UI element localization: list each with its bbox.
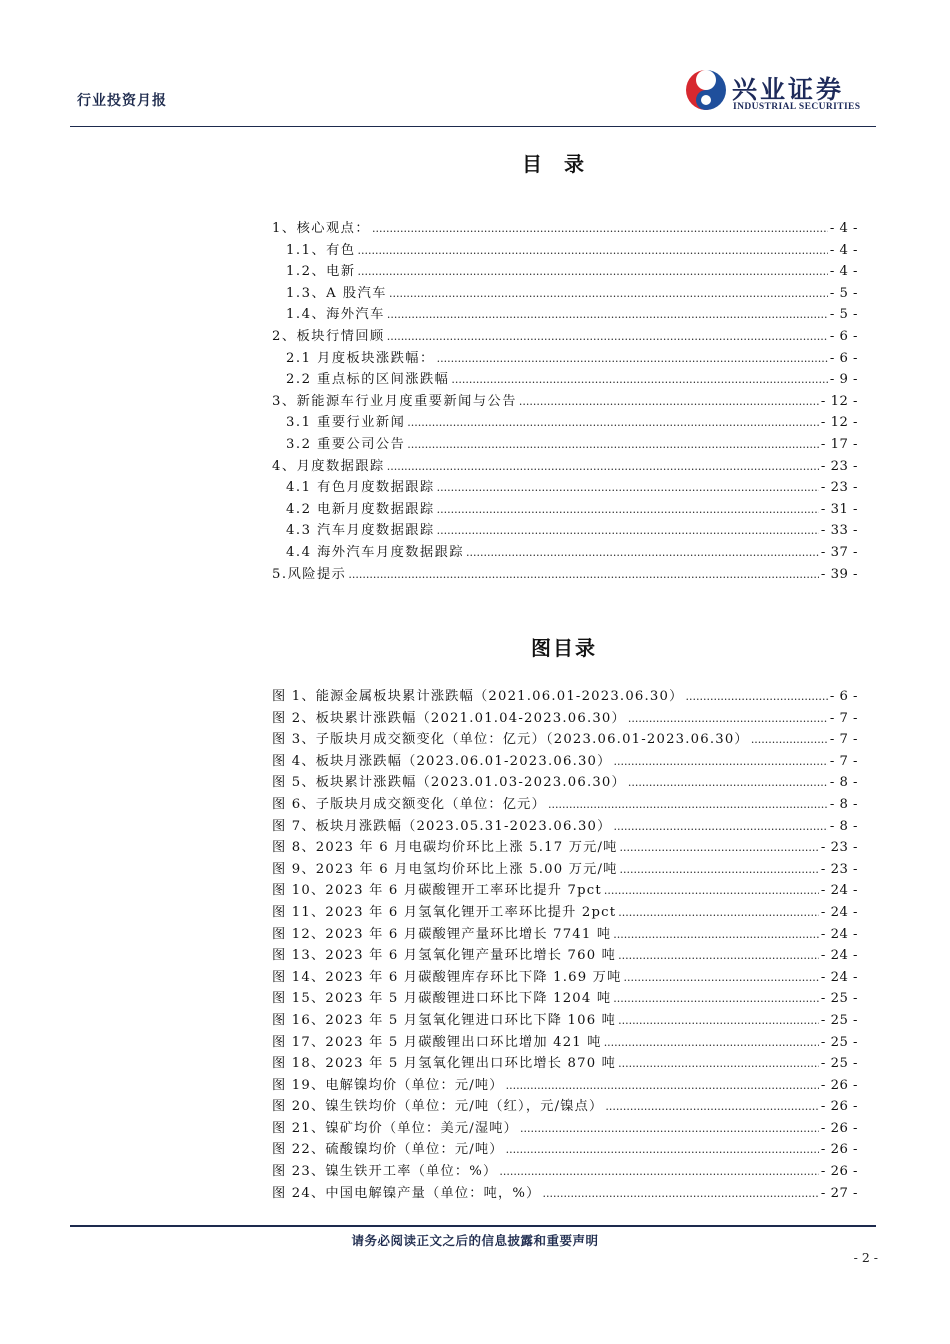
- dot-leader: [358, 261, 828, 283]
- logo-mark-icon: [684, 68, 728, 112]
- dot-leader: [506, 1139, 819, 1161]
- figure-entry-page: - 24 -: [820, 883, 858, 899]
- figure-entry-page: - 24 -: [820, 948, 858, 964]
- figure-entry[interactable]: [272, 1053, 858, 1075]
- figure-entry-page: - 23 -: [820, 840, 858, 856]
- figure-entry-label: 图 14、2023 年 6 月碳酸锂库存环比下降 1.69 万吨: [272, 969, 622, 985]
- figure-entry[interactable]: [272, 1075, 858, 1097]
- figure-entry[interactable]: [272, 1096, 858, 1118]
- toc-entry-page: - 4 -: [829, 264, 858, 280]
- figure-entry[interactable]: [272, 1161, 858, 1183]
- dot-leader: [520, 1118, 819, 1140]
- toc-entry[interactable]: [272, 499, 858, 521]
- figure-entry-label: 图 13、2023 年 6 月氢氧化锂产量环比增长 760 吨: [272, 948, 617, 964]
- figure-entry-label: 图 20、镍生铁均价（单位：元/吨（红），元/镍点）: [272, 1099, 604, 1115]
- toc-entry-page: - 31 -: [820, 501, 858, 517]
- figure-entry[interactable]: [272, 686, 858, 708]
- figure-entry[interactable]: [272, 708, 858, 730]
- figure-entry-page: - 25 -: [820, 1034, 858, 1050]
- dot-leader: [614, 816, 828, 838]
- figure-entry-label: 图 8、2023 年 6 月电碳均价环比上涨 5.17 万元/吨: [272, 840, 618, 856]
- toc-title: 目录: [522, 152, 606, 176]
- dot-leader: [605, 1096, 819, 1118]
- figure-entry[interactable]: [272, 729, 858, 751]
- dot-leader: [358, 240, 828, 262]
- dot-leader: [618, 945, 819, 967]
- figure-entry-label: 图 17、2023 年 5 月碳酸锂出口环比增加 421 吨: [272, 1034, 602, 1050]
- dot-leader: [620, 859, 819, 881]
- toc-entry-label: 3.1 重要行业新闻: [286, 415, 406, 431]
- dot-leader: [451, 369, 827, 391]
- toc-entry[interactable]: [272, 456, 858, 478]
- logo-english-name: INDUSTRIAL SECURITIES: [733, 102, 861, 112]
- toc-entry-page: - 12 -: [820, 393, 858, 409]
- toc-entry-page: - 39 -: [820, 566, 858, 582]
- figure-entry[interactable]: [272, 751, 858, 773]
- figure-entry-label: 图 15、2023 年 5 月碳酸锂进口环比下降 1204 吨: [272, 991, 612, 1007]
- figure-entry[interactable]: [272, 924, 858, 946]
- toc-entry-label: 5.风险提示: [272, 566, 347, 582]
- toc-entry[interactable]: [272, 348, 858, 370]
- dot-leader: [407, 434, 819, 456]
- toc-entry-page: - 5 -: [829, 285, 858, 301]
- figure-entry-page: - 25 -: [820, 991, 858, 1007]
- dot-leader: [348, 564, 819, 586]
- dot-leader: [618, 1053, 819, 1075]
- figure-entry-page: - 7 -: [829, 753, 858, 769]
- figure-entry-page: - 23 -: [820, 861, 858, 877]
- footer-disclaimer: 请务必阅读正文之后的信息披露和重要声明: [351, 1233, 599, 1248]
- toc-entry-label: 2.2 重点标的区间涨跌幅: [286, 372, 450, 388]
- toc-entry[interactable]: [272, 283, 858, 305]
- figure-entry-label: 图 19、电解镍均价（单位：元/吨）: [272, 1077, 504, 1093]
- toc-entry[interactable]: [272, 369, 858, 391]
- figure-entry-label: 图 2、板块累计涨跌幅（2021.01.04-2023.06.30）: [272, 710, 626, 726]
- dot-leader: [372, 218, 828, 240]
- figure-entry-label: 图 22、硫酸镍均价（单位：元/吨）: [272, 1142, 504, 1158]
- dot-leader: [506, 1075, 819, 1097]
- toc-entry[interactable]: [272, 218, 858, 240]
- figure-entry-page: - 26 -: [820, 1077, 858, 1093]
- toc-entry-page: - 4 -: [829, 242, 858, 258]
- toc-entry-label: 2、板块行情回顾: [272, 328, 385, 344]
- figure-entry-label: 图 21、镍矿均价（单位：美元/湿吨）: [272, 1120, 519, 1136]
- toc-entry[interactable]: [272, 520, 858, 542]
- figure-entry[interactable]: [272, 945, 858, 967]
- toc-entry-label: 3.2 重要公司公告: [286, 436, 406, 452]
- figure-entry-page: - 7 -: [829, 710, 858, 726]
- toc-entry[interactable]: [272, 564, 858, 586]
- figure-entry-page: - 27 -: [820, 1185, 858, 1201]
- toc-entry-page: - 6 -: [829, 350, 858, 366]
- dot-leader: [613, 924, 819, 946]
- figure-entry[interactable]: [272, 1118, 858, 1140]
- figure-entry[interactable]: [272, 794, 858, 816]
- dot-leader: [437, 499, 819, 521]
- figure-entry-page: - 6 -: [829, 689, 858, 704]
- figure-entry-page: - 26 -: [820, 1142, 858, 1158]
- dot-leader: [387, 456, 819, 478]
- toc-entry-label: 4、月度数据跟踪: [272, 458, 385, 474]
- toc-entry-page: - 6 -: [829, 328, 858, 344]
- figure-list-title: 图目录: [531, 636, 597, 660]
- dot-leader: [618, 902, 819, 924]
- company-logo: [684, 66, 880, 116]
- dot-leader: [613, 988, 819, 1010]
- toc-entry-page: - 23 -: [820, 458, 858, 474]
- figure-entry-label: 图 7、板块月涨跌幅（2023.05.31-2023.06.30）: [272, 818, 612, 834]
- toc-entry-label: 4.4 海外汽车月度数据跟踪: [286, 544, 465, 560]
- toc-entry[interactable]: [272, 542, 858, 564]
- dot-leader: [437, 477, 819, 499]
- figure-entry-page: - 7 -: [829, 732, 858, 748]
- figure-entry[interactable]: [272, 1139, 858, 1161]
- toc-list: [272, 218, 858, 585]
- figure-entry[interactable]: [272, 1010, 858, 1032]
- figure-entry-label: 图 3、子版块月成交额变化（单位：亿元）（2023.06.01-2023.06.30）: [272, 732, 749, 748]
- dot-leader: [387, 326, 828, 348]
- figure-entry-label: 图 11、2023 年 6 月氢氧化锂开工率环比提升 2pct: [272, 904, 617, 920]
- figure-entry-page: - 26 -: [820, 1164, 858, 1180]
- toc-entry[interactable]: [272, 477, 858, 499]
- figure-entry-page: - 26 -: [820, 1099, 858, 1115]
- figure-entry-page: - 24 -: [820, 926, 858, 942]
- figure-entry-label: 图 9、2023 年 6 月电氢均价环比上涨 5.00 万元/吨: [272, 861, 618, 877]
- toc-entry-page: - 33 -: [820, 523, 858, 539]
- dot-leader: [389, 283, 828, 305]
- figure-entry[interactable]: [272, 859, 858, 881]
- dot-leader: [628, 708, 828, 730]
- toc-entry[interactable]: [272, 240, 858, 262]
- dot-leader: [618, 1010, 819, 1032]
- toc-entry-label: 1.4、海外汽车: [286, 307, 385, 323]
- dot-leader: [543, 1183, 819, 1205]
- dot-leader: [614, 751, 828, 773]
- toc-entry-page: - 4 -: [829, 221, 858, 236]
- toc-entry-label: 2.1 月度板块涨跌幅：: [286, 350, 435, 366]
- figure-entry-label: 图 12、2023 年 6 月碳酸锂产量环比增长 7741 吨: [272, 926, 612, 942]
- figure-entry-label: 图 18、2023 年 5 月氢氧化锂出口环比增长 870 吨: [272, 1056, 617, 1072]
- figure-entry[interactable]: [272, 816, 858, 838]
- figure-entry-page: - 24 -: [820, 904, 858, 920]
- figure-entry[interactable]: [272, 1032, 858, 1054]
- dot-leader: [437, 520, 819, 542]
- page-number: - 2 -: [853, 1250, 878, 1265]
- dot-leader: [628, 772, 828, 794]
- figure-entry[interactable]: [272, 837, 858, 859]
- toc-entry-label: 1、核心观点：: [272, 221, 371, 236]
- figure-entry-label: 图 16、2023 年 5 月氢氧化锂进口环比下降 106 吨: [272, 1012, 617, 1028]
- toc-entry-label: 4.2 电新月度数据跟踪: [286, 501, 435, 517]
- toc-entry-label: 1.2、电新: [286, 264, 356, 280]
- figure-entry[interactable]: [272, 902, 858, 924]
- toc-entry-page: - 12 -: [820, 415, 858, 431]
- figure-entry-label: 图 23、镍生铁开工率（单位：%）: [272, 1164, 498, 1180]
- toc-entry[interactable]: [272, 326, 858, 348]
- toc-entry[interactable]: [272, 304, 858, 326]
- toc-entry-label: 1.3、A 股汽车: [286, 285, 387, 301]
- figure-entry-label: 图 5、板块累计涨跌幅（2023.01.03-2023.06.30）: [272, 775, 626, 791]
- figure-entry-label: 图 6、子版块月成交额变化（单位：亿元）: [272, 796, 546, 812]
- figure-entry-label: 图 10、2023 年 6 月碳酸锂开工率环比提升 7pct: [272, 883, 602, 899]
- footer-divider: [70, 1225, 876, 1227]
- figure-entry[interactable]: [272, 967, 858, 989]
- dot-leader: [623, 967, 818, 989]
- figure-entry[interactable]: [272, 880, 858, 902]
- figure-entry-page: - 25 -: [820, 1012, 858, 1028]
- dot-leader: [620, 837, 819, 859]
- toc-entry-page: - 17 -: [820, 436, 858, 452]
- figure-entry-page: - 26 -: [820, 1120, 858, 1136]
- figure-entry-label: 图 24、中国电解镍产量（单位：吨，%）: [272, 1185, 541, 1201]
- dot-leader: [604, 880, 819, 902]
- toc-entry-label: 4.1 有色月度数据跟踪: [286, 480, 435, 496]
- dot-leader: [466, 542, 819, 564]
- report-type-label: 行业投资月报: [77, 93, 167, 109]
- figure-entry-page: - 8 -: [829, 796, 858, 812]
- toc-entry[interactable]: [272, 391, 858, 413]
- figure-list: [272, 686, 858, 1204]
- toc-entry[interactable]: [272, 434, 858, 456]
- figure-entry-page: - 25 -: [820, 1056, 858, 1072]
- dot-leader: [437, 348, 828, 370]
- figure-entry[interactable]: [272, 772, 858, 794]
- dot-leader: [604, 1032, 819, 1054]
- figure-entry-label: 图 4、板块月涨跌幅（2023.06.01-2023.06.30）: [272, 753, 612, 769]
- toc-entry-label: 1.1、有色: [286, 242, 356, 258]
- toc-entry-page: - 23 -: [820, 480, 858, 496]
- dot-leader: [685, 686, 827, 708]
- figure-entry-page: - 24 -: [820, 969, 858, 985]
- figure-entry-label: 图 1、能源金属板块累计涨跌幅（2021.06.01-2023.06.30）: [272, 689, 684, 704]
- dot-leader: [499, 1161, 819, 1183]
- dot-leader: [548, 794, 828, 816]
- dot-leader: [387, 304, 828, 326]
- dot-leader: [751, 729, 828, 751]
- toc-entry-label: 3、新能源车行业月度重要新闻与公告: [272, 393, 517, 409]
- dot-leader: [407, 412, 819, 434]
- toc-entry-page: - 37 -: [820, 544, 858, 560]
- figure-entry-page: - 8 -: [829, 818, 858, 834]
- figure-entry[interactable]: [272, 988, 858, 1010]
- toc-entry[interactable]: [272, 261, 858, 283]
- toc-entry-page: - 5 -: [829, 307, 858, 323]
- logo-chinese-name: 兴业证券: [732, 75, 845, 104]
- figure-entry-page: - 8 -: [829, 775, 858, 791]
- figure-entry[interactable]: [272, 1183, 858, 1205]
- toc-entry-label: 4.3 汽车月度数据跟踪: [286, 523, 435, 539]
- header-divider: [70, 126, 876, 127]
- dot-leader: [519, 391, 819, 413]
- toc-entry[interactable]: [272, 412, 858, 434]
- toc-entry-page: - 9 -: [829, 372, 858, 388]
